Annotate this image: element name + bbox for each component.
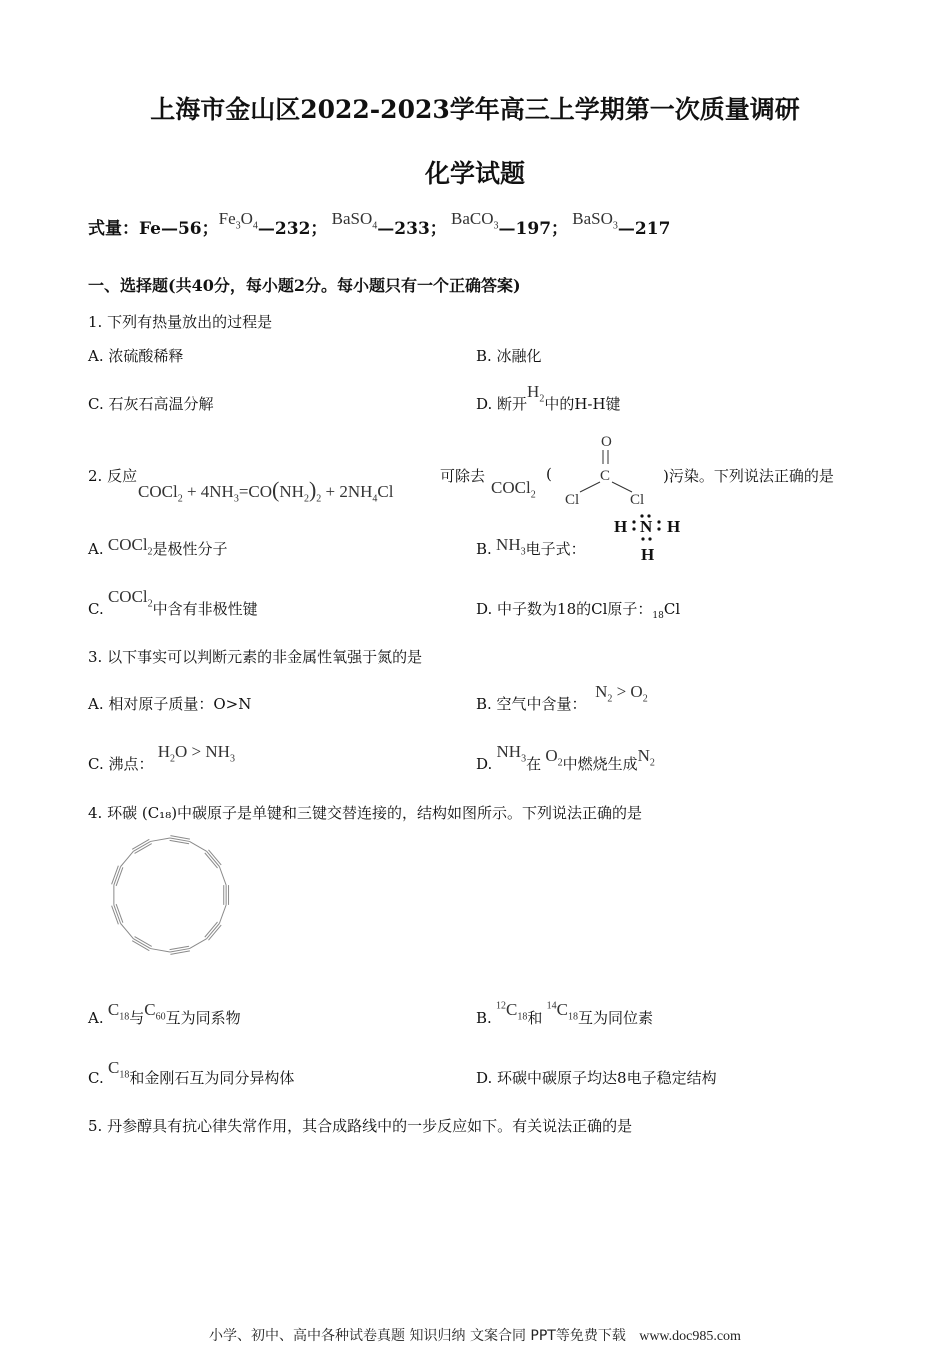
footer-url[interactable]: www.doc985.com — [639, 1329, 741, 1344]
ring-bond-line — [208, 850, 221, 865]
q2-stem-post: )污染。下列说法正确的是 — [663, 467, 834, 485]
nh3-h-left: H — [614, 517, 628, 536]
q2-cocl2-formula: COCl$_2$ — [491, 478, 536, 501]
ring-bond-line — [133, 841, 150, 851]
q2-option-a: A. COCl$_2$是极性分子 — [88, 535, 228, 558]
phosgene-cl-right: Cl — [630, 492, 645, 508]
ring-bond-line — [121, 851, 134, 866]
q1-stem: 1. 下列有热量放出的过程是 — [88, 313, 273, 331]
q2-stem-mid: 可除去 — [440, 467, 486, 485]
q4-option-c: C. $C_{18}$和金刚石互为同分异构体 — [88, 1058, 295, 1087]
ring-bond-line — [135, 844, 152, 854]
page-subtitle: 化学试题 — [424, 159, 525, 188]
q2-reaction-equation: COCl$_2$ + $4NH_3=CO(NH_2)_2 + 2NH_4Cl$ — [138, 477, 394, 505]
q1-option-a: A. 浓硫酸稀释 — [88, 347, 184, 365]
q2-paren: ( — [546, 465, 552, 483]
q2-option-c: C. COCl$_2$中含有非极性键 — [88, 587, 258, 618]
nh3-electron-formula — [610, 512, 690, 568]
cyclocarbon-ring-figure — [100, 833, 240, 957]
q1-option-d: D. 断开$H_2$中的H-H键 — [476, 382, 621, 413]
ring-bond-line — [207, 851, 220, 866]
q4-stem: 4. 环碳 (C₁₈)中碳原子是单键和三键交替连接的，结构如图所示。下列说法正确的是 — [88, 804, 643, 822]
q1-option-c: C. 石灰石高温分解 — [88, 395, 214, 413]
ring-bond-line — [132, 941, 149, 951]
nh3-h-right: H — [667, 517, 681, 536]
ring-bond-line — [219, 867, 226, 886]
ring-bond-line — [219, 905, 226, 924]
phosgene-structure — [560, 430, 660, 510]
mass-baso3: —217 — [617, 219, 671, 239]
formula-masses: 式量：Fe—56；$Fe_3O_4—232$； BaSO$_4$—233； BaCO$_3$—197； BaSO$_3$—217 — [88, 209, 671, 239]
q4-option-d: D. 环碳中碳原子均达8电子稳定结构 — [476, 1069, 717, 1087]
ring-bond-line — [133, 939, 150, 949]
q3-stem: 3. 以下事实可以判断元素的非金属性氧强于氮的是 — [88, 648, 423, 666]
q1-option-b: B. 冰融化 — [476, 347, 542, 365]
ring-bond-line — [208, 925, 221, 940]
q2-option-b: B. $NH_3$电子式： — [476, 535, 586, 558]
footer-text: 小学、初中、高中各种试卷真题 知识归纳 文案合同 PPT等免费下载 — [209, 1328, 626, 1344]
q3-option-d: D. $NH_3$在 $O_2$中燃烧生成$N_2$ — [476, 742, 655, 773]
ring-bond-line — [189, 841, 206, 851]
ring-bond-line — [207, 924, 220, 939]
phosgene-cl-left: Cl — [565, 492, 580, 508]
q2-option-d: D. 中子数为18的Cl原子：$_{18}$Cl — [476, 600, 681, 621]
mass-baco3: —197； — [498, 219, 569, 239]
ring-bond-line — [132, 839, 149, 849]
q4-option-a: A. $C_{18}$与$C_{60}$互为同系物 — [88, 1000, 241, 1027]
q3-option-a: A. 相对原子质量：O>N — [88, 695, 252, 713]
ring-bond-line — [135, 937, 152, 947]
nh3-h-bottom: H — [641, 545, 655, 564]
q3-option-b: B. 空气中含量： $N_2 > O_2$ — [476, 682, 648, 713]
ring-bond-line — [151, 949, 170, 952]
q5-stem: 5. 丹参醇具有抗心律失常作用，其合成路线中的一步反应如下。有关说法正确的是 — [88, 1117, 633, 1135]
ring-bond-line — [121, 924, 134, 939]
ring-bond-line — [151, 838, 170, 841]
q3-option-c: C. 沸点： $H_2O > NH_3$ — [88, 742, 235, 773]
ring-bond-line — [189, 939, 206, 949]
phosgene-o: O — [601, 434, 612, 450]
nh3-n: N — [640, 517, 653, 536]
q4-option-b: B. $^{12}C_{18}$和 $^{14}C_{18}$互为同位素 — [476, 1000, 654, 1027]
section-heading: 一、选择题(共40分，每小题2分。每小题只有一个正确答案) — [88, 276, 521, 295]
phosgene-c: C — [600, 468, 611, 484]
mass-fe3o4: —232； — [257, 219, 328, 239]
ring-bond-line — [205, 922, 218, 937]
mass-baso4: —233； — [377, 219, 447, 239]
page-title: 上海市金山区2022-2023学年高三上学期第一次质量调研 — [150, 95, 800, 124]
mass-prefix: 式量：Fe—56； — [88, 219, 219, 239]
footer — [0, 1325, 950, 1345]
q2-stem: 2. 反应 — [88, 467, 138, 485]
ring-bond-line — [205, 853, 218, 868]
